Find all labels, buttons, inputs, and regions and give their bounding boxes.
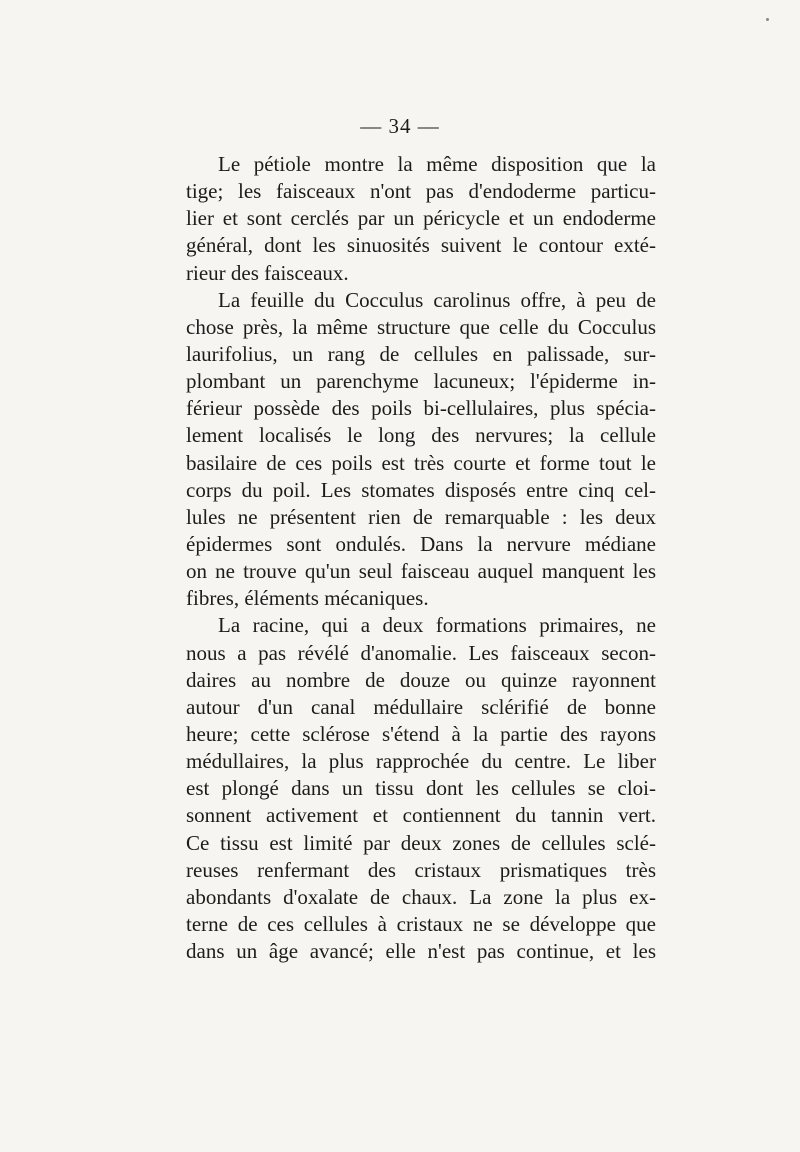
text-line: abondants d'oxalate de chaux. La zone la plus ex- bbox=[186, 884, 656, 909]
text-line: corps du poil. Les stomates disposés entre cinq cel- bbox=[186, 477, 656, 502]
text-line: laurifolius, un rang de cellules en palissade, sur- bbox=[186, 341, 656, 366]
text-line: lement localisés le long des nervures; la cellule bbox=[186, 423, 656, 448]
text-line: épidermes sont ondulés. Dans la nervure médiane bbox=[186, 531, 656, 556]
text-line: La feuille du Cocculus carolinus offre, à peu de bbox=[218, 287, 656, 312]
text-line: terne de ces cellules à cristaux ne se développe que bbox=[186, 911, 656, 936]
text-line: général, dont les sinuosités suivent le contour exté- bbox=[186, 233, 656, 258]
text-line: plombant un parenchyme lacuneux; l'épiderme in- bbox=[186, 369, 656, 394]
text-line: lules ne présentent rien de remarquable : les deux bbox=[186, 504, 656, 529]
text-line: Le pétiole montre la même disposition que la bbox=[218, 152, 656, 176]
text-line: sonnent activement et contiennent du tannin vert. bbox=[186, 803, 656, 828]
text-line: daires au nombre de douze ou quinze rayonnent bbox=[186, 667, 656, 692]
text-line: heure; cette sclérose s'étend à la partie des rayons bbox=[186, 721, 656, 746]
text-line: lier et sont cerclés par un péricycle et un endoderme bbox=[186, 206, 656, 231]
text-line: est plongé dans un tissu dont les cellules se cloi- bbox=[186, 776, 656, 801]
text-line: nous a pas révélé d'anomalie. Les faisceaux secon- bbox=[186, 640, 656, 665]
speck-mark bbox=[766, 18, 769, 21]
body-text bbox=[186, 151, 656, 965]
text-line: basilaire de ces poils est très courte et forme tout le bbox=[186, 450, 656, 475]
text-line: autour d'un canal médullaire sclérifié de bonne bbox=[186, 694, 656, 719]
text-line: reuses renfermant des cristaux prismatiques très bbox=[186, 857, 656, 882]
text-line: dans un âge avancé; elle n'est pas continue, et les bbox=[186, 939, 656, 964]
text-line: fibres, éléments mécaniques. bbox=[186, 586, 429, 611]
page-number: — 34 — bbox=[360, 114, 440, 138]
text-line: médullaires, la plus rapprochée du centre. Le liber bbox=[186, 749, 656, 774]
text-line: on ne trouve qu'un seul faisceau auquel manquent les bbox=[186, 559, 656, 584]
text-line: Ce tissu est limité par deux zones de cellules sclé- bbox=[186, 830, 656, 855]
text-line: férieur possède des poils bi-cellulaires, plus spécia- bbox=[186, 396, 656, 421]
text-line: tige; les faisceaux n'ont pas d'endoderme particu- bbox=[186, 179, 656, 204]
text-line: chose près, la même structure que celle du Cocculus bbox=[186, 314, 656, 339]
text-line: La racine, qui a deux formations primaires, ne bbox=[218, 613, 656, 638]
text-line: rieur des faisceaux. bbox=[186, 260, 349, 285]
